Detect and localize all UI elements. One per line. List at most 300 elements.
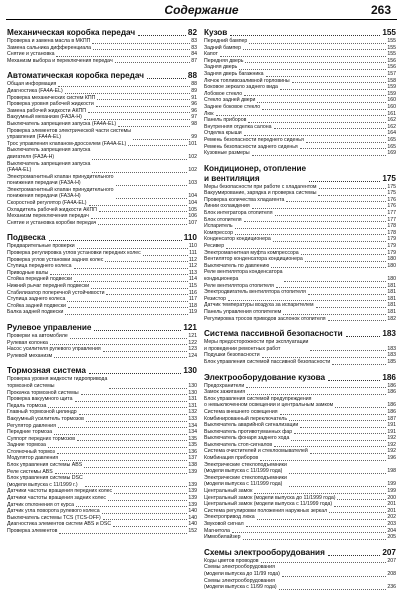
toc-entry[interactable] <box>7 101 197 108</box>
entry-title: Главный тормозной цилиндр <box>7 409 77 416</box>
entry-page-number: 192 <box>387 441 396 448</box>
toc-entry[interactable] <box>204 38 396 45</box>
dot-leader <box>143 255 188 256</box>
toc-entry[interactable] <box>204 124 396 131</box>
dot-leader <box>292 82 387 83</box>
toc-entry[interactable] <box>204 383 396 390</box>
section-heading[interactable] <box>204 373 396 383</box>
entry-title: Звуковой сигнал <box>204 521 244 527</box>
toc-entry[interactable] <box>204 283 396 290</box>
toc-entry[interactable] <box>7 45 197 52</box>
toc-entry[interactable] <box>7 353 197 360</box>
entry-page-number: 156 <box>387 57 396 64</box>
dot-leader <box>92 159 187 160</box>
entry-title: Электродвигатель вентилятора отопителя <box>204 289 306 296</box>
entry-title: Выключатель системы TCS (TCS-OFF) <box>7 514 101 521</box>
entry-page-number: 112 <box>188 263 197 270</box>
toc-section <box>7 28 197 64</box>
toc-entry[interactable] <box>204 558 396 565</box>
toc-entry[interactable] <box>7 528 197 535</box>
toc-entry[interactable] <box>204 352 396 359</box>
toc-entry[interactable] <box>204 289 396 296</box>
toc-entry[interactable] <box>204 230 396 237</box>
toc-entry[interactable] <box>204 396 396 409</box>
entry-page-number: 105 <box>188 206 197 213</box>
entry-page-number: 179 <box>387 249 396 256</box>
dot-leader <box>105 261 187 262</box>
section-heading[interactable] <box>7 233 197 243</box>
entry-page-number: 201 <box>387 507 396 514</box>
dot-leader <box>239 69 386 70</box>
dot-leader <box>230 35 380 36</box>
entry-page-number: 176 <box>387 196 396 203</box>
entry-page-number: 139 <box>188 481 197 488</box>
section-title: Система пассивной безопасности <box>204 329 343 339</box>
toc-entry[interactable] <box>204 51 396 58</box>
toc-entry[interactable] <box>204 144 396 151</box>
toc-entry[interactable] <box>7 213 197 220</box>
entry-page-number: 175 <box>387 183 396 190</box>
toc-entry[interactable] <box>7 442 197 449</box>
toc-entry[interactable] <box>204 448 396 455</box>
toc-entry[interactable] <box>7 250 197 257</box>
toc-entry[interactable] <box>7 290 197 297</box>
entry-title: Прокачка тормозной системы <box>7 389 79 396</box>
dot-leader <box>249 43 386 44</box>
toc-entry[interactable] <box>204 210 396 217</box>
entry-title: Реле вентилятора отопителя <box>204 282 274 289</box>
toc-entry[interactable] <box>204 508 396 515</box>
dot-leader <box>294 433 386 434</box>
entry-page-number: 106 <box>188 213 197 220</box>
entry-title: Линии охлаждения <box>204 203 250 210</box>
dot-leader <box>57 453 187 454</box>
toc-entry[interactable] <box>7 81 197 88</box>
toc-entry[interactable] <box>7 141 197 148</box>
entry-page-number: 159 <box>387 84 396 91</box>
toc-entry[interactable] <box>204 501 396 508</box>
dot-leader <box>308 294 387 295</box>
toc-entry[interactable] <box>7 128 197 141</box>
section-heading[interactable] <box>204 28 396 38</box>
toc-entry[interactable] <box>7 423 197 430</box>
toc-section <box>204 548 396 591</box>
entry-title: Реле системы ABS <box>7 468 53 475</box>
entry-page-number: 139 <box>188 495 197 502</box>
dot-leader <box>50 344 187 345</box>
dot-leader <box>226 248 386 249</box>
dot-leader <box>74 281 188 282</box>
entry-title: Ремень безопасности заднего сиденья <box>204 143 298 150</box>
dot-leader <box>89 373 181 374</box>
toc-entry[interactable] <box>204 475 396 488</box>
dot-leader <box>54 434 187 435</box>
toc-entry[interactable] <box>7 147 197 160</box>
entry-page-number: 192 <box>387 435 396 442</box>
dot-leader <box>271 267 386 268</box>
entry-page-number: 180 <box>387 276 396 282</box>
section-heading[interactable] <box>7 323 197 333</box>
toc-entry[interactable] <box>204 223 396 230</box>
entry-title: Передние тормоза <box>7 429 53 436</box>
toc-entry[interactable] <box>7 207 197 214</box>
toc-entry[interactable] <box>204 84 396 91</box>
toc-entry[interactable] <box>204 78 396 85</box>
dot-leader <box>128 145 187 146</box>
dot-leader <box>88 112 190 113</box>
toc-entry[interactable] <box>7 58 197 65</box>
dot-leader <box>49 240 182 241</box>
dot-leader <box>257 102 386 103</box>
entry-page-number: 96 <box>191 101 197 108</box>
entry-title: Проверка элементов электрической части системы управления (FA4A-EL) <box>7 127 131 141</box>
entry-page-number: 138 <box>188 462 197 469</box>
entry-title: Датчик температуры воздуха за испарителем <box>204 302 314 309</box>
dot-leader <box>232 532 386 533</box>
toc-entry[interactable] <box>7 296 197 303</box>
toc-entry[interactable] <box>7 508 197 515</box>
entry-page-number: 103 <box>188 180 197 187</box>
dot-leader <box>328 380 380 381</box>
entry-page-number: 139 <box>188 468 197 475</box>
entry-page-number: 121 <box>188 332 197 339</box>
entry-title: Блок управления системой предупреждения о невыключенном освещении и центральным замком <box>204 395 334 409</box>
dot-leader <box>280 89 386 90</box>
entry-title: Скоростной регулятор (FA4A-EL) <box>7 200 87 207</box>
entry-page-number: 180 <box>387 262 396 269</box>
entry-title: Охладитель рабочей жидкости АКПП <box>7 206 97 213</box>
entry-page-number: 161 <box>387 110 396 117</box>
toc-entry[interactable] <box>204 197 396 204</box>
dot-leader <box>235 228 387 229</box>
dot-leader <box>79 414 188 415</box>
toc-entry[interactable] <box>7 283 197 290</box>
entry-page-number: 203 <box>387 521 396 527</box>
entry-page-number: 89 <box>191 87 197 94</box>
toc-entry[interactable] <box>204 250 396 257</box>
toc-entry[interactable] <box>7 469 197 476</box>
section-heading[interactable] <box>204 329 396 339</box>
entry-page-number: 118 <box>188 302 197 309</box>
entry-title: Лючок топливозаливной горловины <box>204 77 290 84</box>
toc-entry[interactable] <box>204 190 396 197</box>
toc-entry[interactable] <box>7 396 197 403</box>
toc-entry[interactable] <box>7 187 197 200</box>
entry-page-number: 84 <box>191 51 197 58</box>
dot-leader <box>97 99 190 100</box>
toc-section <box>204 329 396 365</box>
entry-title: Передний бампер <box>204 38 248 44</box>
toc-entry[interactable] <box>204 269 396 282</box>
entry-title: Капот <box>204 51 218 58</box>
toc-entry[interactable] <box>7 502 197 509</box>
toc-entry[interactable] <box>204 263 396 270</box>
entry-page-number: 169 <box>387 150 396 157</box>
entry-title: Конденсатор кондиционера <box>204 236 271 243</box>
entry-title: Блок управления системы DSC (модели выпуска с 11/1999 г.) <box>7 475 83 488</box>
toc-entry[interactable] <box>204 45 396 52</box>
section-heading[interactable] <box>7 71 197 81</box>
entry-page-number: 186 <box>387 408 396 415</box>
toc-entry[interactable] <box>7 449 197 456</box>
toc-entry[interactable] <box>7 51 197 58</box>
toc-entry[interactable] <box>7 475 197 488</box>
entry-page-number: 196 <box>387 455 396 462</box>
toc-entry[interactable] <box>7 416 197 423</box>
entry-page-number: 124 <box>188 352 197 359</box>
section-heading[interactable] <box>204 548 396 558</box>
entry-page-number: 182 <box>387 315 396 322</box>
entry-title: Схемы электрооборудования (модели выпуска до 11/99 года) <box>204 564 280 577</box>
entry-title: Электромагнитный клапан принудительного понижения передачи (FA3A-H) <box>7 173 114 187</box>
dot-leader <box>114 493 187 494</box>
dot-leader <box>332 364 386 365</box>
entry-page-number: 187 <box>387 415 396 422</box>
entry-page-number: 162 <box>387 123 396 130</box>
entry-page-number: 198 <box>387 468 396 475</box>
toc-entry[interactable] <box>7 495 197 502</box>
section-heading[interactable] <box>7 366 197 376</box>
dot-leader <box>252 208 387 209</box>
entry-title: Вакуумный усилитель тормозов <box>7 415 84 422</box>
entry-page-number: 186 <box>387 402 396 409</box>
entry-page-number: 140 <box>188 514 197 521</box>
toc-entry[interactable] <box>7 161 197 174</box>
toc-entry[interactable] <box>7 462 197 469</box>
entry-title: Замок зажигания <box>204 389 246 396</box>
toc-entry[interactable] <box>204 339 396 352</box>
section-title: Электрооборудование кузова <box>204 372 326 382</box>
toc-entry[interactable] <box>204 455 396 462</box>
entry-title: Диагностика элементов систем ABS и DSC <box>7 521 112 528</box>
entry-title: Лобовое стекло <box>204 90 243 97</box>
toc-entry[interactable] <box>204 137 396 144</box>
dot-leader <box>244 221 387 222</box>
entry-page-number: 131 <box>188 396 197 403</box>
entry-page-number: 116 <box>188 289 197 296</box>
entry-title: Выключатель запрещения запуска (FA4A-EL) <box>7 120 117 127</box>
toc-entry[interactable] <box>204 130 396 137</box>
entry-title: Диагностика (FA4A-EL) <box>7 87 63 94</box>
entry-page-number: 83 <box>191 38 197 44</box>
entry-title: Электромагнитная муфта компрессора <box>204 249 299 256</box>
entry-page-number: 139 <box>188 488 197 495</box>
dot-leader <box>273 241 387 242</box>
entry-page-number: 165 <box>387 143 396 150</box>
page-header <box>0 0 403 20</box>
dot-leader <box>246 387 386 388</box>
dot-leader <box>113 526 187 527</box>
entry-title: Суппорт передних тормозов <box>7 435 76 442</box>
section-page-number: 175 <box>382 173 396 183</box>
entry-title: Выключатель стоп-сигналов <box>204 441 273 448</box>
entry-title: Проверка количества хладагента <box>204 196 285 203</box>
entry-title: Проверка механических систем КПП <box>7 94 96 101</box>
entry-title: Меры безопасности при работе с хладагентом <box>204 183 317 190</box>
entry-title: Стабилизатор поперечной устойчивости <box>7 289 105 296</box>
toc-entry[interactable] <box>7 429 197 436</box>
toc-entry[interactable] <box>204 302 396 309</box>
toc-entry[interactable] <box>7 200 197 207</box>
toc-entry[interactable] <box>7 121 197 128</box>
entry-title: Нижний рычаг передней подвески <box>7 283 90 289</box>
toc-entry[interactable] <box>7 309 197 316</box>
toc-entry[interactable] <box>204 429 396 436</box>
toc-entry[interactable] <box>204 64 396 71</box>
entry-title: Выключатель по давлению <box>204 262 270 269</box>
dot-leader <box>235 234 386 235</box>
entry-title: Модулятор давления <box>7 455 59 462</box>
entry-page-number: 179 <box>387 243 396 250</box>
dot-leader <box>301 254 387 255</box>
toc-entry[interactable] <box>204 534 396 541</box>
toc-entry[interactable] <box>204 316 396 323</box>
toc-entry[interactable] <box>204 236 396 243</box>
entry-page-number: 140 <box>188 508 197 515</box>
toc-entry[interactable] <box>204 117 396 124</box>
entry-page-number: 160 <box>387 97 396 104</box>
entry-page-number: 183 <box>387 345 396 352</box>
dot-leader <box>280 414 387 415</box>
toc-entry[interactable] <box>7 257 197 264</box>
toc-entry[interactable] <box>7 376 197 389</box>
toc-entry[interactable] <box>7 346 197 353</box>
dot-leader <box>254 493 386 494</box>
toc-entry[interactable] <box>204 111 396 118</box>
toc-entry[interactable] <box>204 97 396 104</box>
dot-leader <box>84 119 190 120</box>
dot-leader <box>92 43 190 44</box>
toc-entry[interactable] <box>204 578 396 591</box>
toc-entry[interactable] <box>7 455 197 462</box>
dot-leader <box>289 486 387 487</box>
toc-entry[interactable] <box>204 389 396 396</box>
dot-leader <box>91 288 188 289</box>
left-column <box>7 28 197 542</box>
dot-leader <box>76 506 187 507</box>
section-heading[interactable] <box>7 28 197 38</box>
toc-entry[interactable] <box>204 243 396 250</box>
toc-entry[interactable] <box>7 220 197 227</box>
dot-leader <box>60 460 187 461</box>
dot-leader <box>252 155 387 156</box>
toc-entry[interactable] <box>7 436 197 443</box>
entry-title: Отделка крыши <box>204 130 242 137</box>
entry-title: Электрические стеклоподъемники (модели выпуска с 11/1999 года) <box>204 474 287 488</box>
toc-entry[interactable] <box>204 71 396 78</box>
dot-leader <box>86 421 187 422</box>
dot-leader <box>334 506 386 507</box>
dot-leader <box>77 440 187 441</box>
dot-leader <box>276 287 387 288</box>
section-title: Рулевое управление <box>7 322 92 332</box>
entry-title: Рулевой механизм <box>7 352 53 359</box>
entry-page-number: 155 <box>387 38 396 44</box>
section-title: Автоматическая коробка передач <box>7 71 144 81</box>
toc-entry[interactable] <box>204 104 396 111</box>
toc-entry[interactable] <box>204 296 396 303</box>
toc-entry[interactable] <box>204 514 396 521</box>
entry-title: Проверка уровня жидкости гидропривода тормозной системы <box>7 376 108 389</box>
toc-entry[interactable] <box>7 174 197 187</box>
section-heading[interactable] <box>204 164 396 184</box>
toc-entry[interactable] <box>204 359 396 366</box>
entry-title: Проверка углов установки задних колес <box>7 256 104 263</box>
dot-leader <box>244 95 386 96</box>
entry-title: Заднее боковое стекло <box>204 103 261 110</box>
toc-entry[interactable] <box>7 409 197 416</box>
toc-entry[interactable] <box>7 88 197 95</box>
toc-entry[interactable] <box>204 58 396 65</box>
entry-title: Вакуумирование, зарядка и проверка системы <box>204 190 317 197</box>
toc-entry[interactable] <box>204 488 396 495</box>
entry-page-number: 83 <box>191 44 197 51</box>
toc-entry[interactable] <box>204 256 396 263</box>
toc-entry[interactable] <box>204 435 396 442</box>
toc-entry[interactable] <box>204 203 396 210</box>
dot-leader <box>147 78 186 79</box>
entry-page-number: 160 <box>387 103 396 110</box>
entry-page-number: 176 <box>387 203 396 210</box>
entry-page-number: 136 <box>188 448 197 455</box>
entry-title: Трос управления клапаном-дросселем (FA4A-EL) <box>7 140 127 147</box>
toc-entry[interactable] <box>7 521 197 528</box>
toc-entry[interactable] <box>7 243 197 250</box>
toc-section <box>7 233 197 316</box>
entry-page-number: 87 <box>191 57 197 64</box>
toc-entry[interactable] <box>204 150 396 157</box>
toc-section <box>7 366 197 534</box>
dot-leader <box>103 351 188 352</box>
entry-title: Замена рабочей жидкости АКПП <box>7 107 86 114</box>
toc-entry[interactable] <box>7 333 197 340</box>
entry-page-number: 185 <box>387 358 396 365</box>
entry-page-number: 88 <box>191 81 197 88</box>
dot-leader <box>106 294 187 295</box>
toc-entry[interactable] <box>7 340 197 347</box>
entry-page-number: 152 <box>188 528 197 534</box>
entry-title: Механизм выбора и переключения передач <box>7 57 113 64</box>
toc-entry[interactable] <box>204 217 396 224</box>
toc-entry[interactable] <box>204 309 396 316</box>
dot-leader <box>319 188 387 189</box>
entry-page-number: 202 <box>387 514 396 521</box>
toc-entry[interactable] <box>204 184 396 191</box>
toc-entry[interactable] <box>7 276 197 283</box>
entry-title: Проверка вакуумного щита <box>7 396 73 403</box>
toc-entry[interactable] <box>7 263 197 270</box>
right-column <box>204 28 396 598</box>
toc-entry[interactable] <box>7 515 197 522</box>
toc-entry[interactable] <box>204 521 396 528</box>
entry-page-number: 191 <box>387 422 396 429</box>
toc-entry[interactable] <box>7 390 197 397</box>
toc-entry[interactable] <box>204 422 396 429</box>
entry-title: Резистор <box>204 295 226 302</box>
entry-page-number: 115 <box>188 283 197 289</box>
toc-entry[interactable] <box>7 114 197 121</box>
toc-entry[interactable] <box>7 38 197 45</box>
toc-entry[interactable] <box>204 409 396 416</box>
entry-title: Панель управления отопителем <box>204 308 282 315</box>
dot-leader <box>335 407 386 408</box>
toc-entry[interactable] <box>204 462 396 475</box>
dot-leader <box>102 513 188 514</box>
entry-page-number: 205 <box>387 534 396 541</box>
toc-entry[interactable] <box>7 488 197 495</box>
toc-entry[interactable] <box>204 564 396 577</box>
entry-page-number: 158 <box>387 77 396 84</box>
